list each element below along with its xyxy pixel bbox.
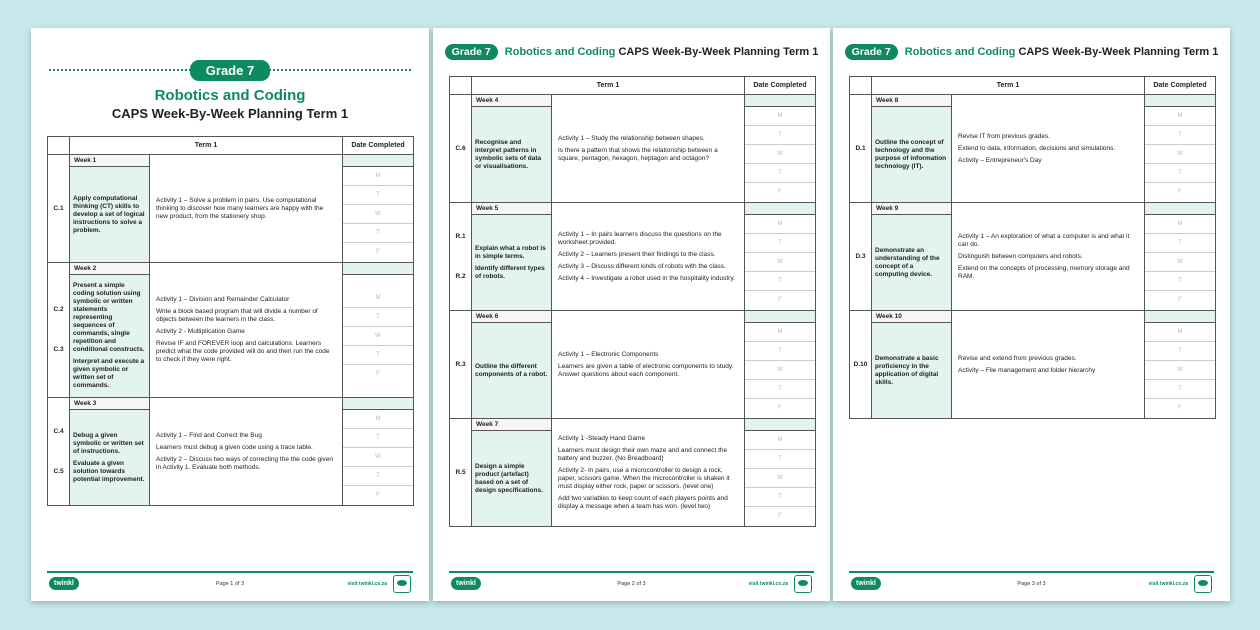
day-checkbox[interactable]: W xyxy=(1145,253,1215,272)
day-checkbox[interactable]: M xyxy=(343,167,413,186)
week-label: Week 10 xyxy=(872,311,952,323)
day-checkbox[interactable]: F xyxy=(778,297,782,303)
outcome-text: Interpret and execute a given symbolic or written set of commands. xyxy=(73,358,145,389)
quality-badge-icon xyxy=(393,575,411,593)
outcome-cell xyxy=(872,323,952,419)
subject-title: Robotics and Coding xyxy=(154,87,306,104)
week-header-row xyxy=(450,95,816,107)
page-number: Page 1 of 3 xyxy=(215,581,245,587)
outcome-code: R.5 xyxy=(450,419,472,527)
grade-badge: Grade 7 xyxy=(845,44,898,60)
day-checkbox[interactable]: F xyxy=(778,405,782,411)
day-checkbox[interactable]: T xyxy=(1145,272,1215,291)
activity-text: Activity – File management and folder hierarchy xyxy=(958,366,1096,374)
activity-text: Activity 1 -Steady Hand Game xyxy=(558,434,646,442)
activities-cell xyxy=(150,155,343,263)
outcome-text: Demonstrate an understanding of the concept of a computing device. xyxy=(875,246,940,278)
date-bar xyxy=(745,203,816,215)
day-checkbox[interactable]: M xyxy=(745,107,815,126)
activity-text: Activity – Entrepreneur's Day xyxy=(958,156,1042,164)
day-checkbox[interactable]: W xyxy=(343,327,413,346)
activity-text: Add two variables to keep count of each players points and display a message when a team has won. (level two) xyxy=(558,494,728,510)
outcome-text: Evaluate a given solution towards potential improvement. xyxy=(73,459,145,483)
day-checkbox[interactable]: T xyxy=(343,346,413,365)
day-checkbox[interactable]: T xyxy=(343,429,413,448)
activities-cell xyxy=(952,95,1145,203)
weeks-body xyxy=(450,95,816,527)
outcome-text: Explain what a robot is in simple terms. xyxy=(475,244,546,260)
outcome-code: C.4 C.5 xyxy=(48,398,70,506)
date-bar xyxy=(1145,95,1216,107)
day-checklist xyxy=(745,107,816,203)
planning-page-1 xyxy=(31,28,429,601)
day-checkbox[interactable]: T xyxy=(1145,234,1215,253)
outcome-cell xyxy=(472,431,552,527)
page-footer xyxy=(47,571,413,593)
week-label: Week 4 xyxy=(472,95,552,107)
activity-text: Activity 3 – Discuss different kinds of robots with the class. xyxy=(558,262,726,270)
outcome-cell xyxy=(70,275,150,398)
outcome-text: Outline the concept of technology and the purpose of information technology (IT). xyxy=(875,138,947,170)
day-checkbox[interactable]: M xyxy=(343,410,413,429)
activity-text: Activity 1 – Study the relationship between shapes. xyxy=(558,134,705,142)
day-checkbox[interactable]: F xyxy=(778,189,782,195)
day-checklist xyxy=(1145,107,1216,203)
outcome-text: Recognise and interpret patterns in symbolic sets of data or visualisations. xyxy=(475,138,542,170)
planning-table xyxy=(849,76,1216,419)
week-label: Week 8 xyxy=(872,95,952,107)
day-checklist xyxy=(343,275,414,398)
day-checkbox[interactable]: F xyxy=(376,492,380,498)
day-checkbox[interactable]: F xyxy=(376,370,380,377)
outcome-cell xyxy=(472,107,552,203)
twinkl-logo: twinkl xyxy=(49,577,79,590)
page-header xyxy=(833,44,1230,60)
day-checkbox[interactable]: W xyxy=(343,448,413,467)
activities-cell xyxy=(952,203,1145,311)
page-number: Page 2 of 3 xyxy=(617,581,646,587)
day-checklist xyxy=(1145,215,1216,311)
day-checkbox[interactable]: M xyxy=(1145,323,1215,342)
outcome-code: R.3 xyxy=(450,311,472,419)
day-checkbox[interactable]: F xyxy=(376,249,380,255)
day-checkbox[interactable]: M xyxy=(745,431,815,450)
day-checkbox[interactable]: M xyxy=(1145,215,1215,234)
outcome-text: Apply computational thinking (CT) skills to develop a set of logical instructions to solve a problem. xyxy=(73,194,145,234)
day-checkbox[interactable]: T xyxy=(1145,342,1215,361)
weeks-body xyxy=(850,95,1216,419)
outcome-cell xyxy=(472,215,552,311)
page-subtitle: CAPS Week-By-Week Planning Term 1 xyxy=(111,106,349,121)
activity-text: Activity 1 – Solve a problem in pairs. Use computational thinking to discover how many learners are happy with the new product, from the stationery shop. xyxy=(156,196,324,220)
activity-text: Extend to data, information, decisions and simulations. xyxy=(958,144,1116,152)
week-label: Week 2 xyxy=(70,263,150,275)
planning-table xyxy=(47,136,414,506)
activities-cell xyxy=(552,419,745,527)
day-checkbox[interactable]: F xyxy=(1178,189,1182,195)
day-checkbox[interactable]: T xyxy=(745,450,815,469)
outcome-code: R.1 R.2 xyxy=(450,203,472,311)
day-checkbox[interactable]: T xyxy=(343,467,413,486)
date-completed-header: Date Completed xyxy=(1145,77,1216,95)
activity-text: Learners must design their own maze and and connect the battery and buzzer. (No Breadboard) xyxy=(558,446,728,462)
subject-title: Robotics and Coding xyxy=(904,46,1016,58)
week-label: Week 7 xyxy=(472,419,552,431)
day-checkbox[interactable]: W xyxy=(745,145,815,164)
outcome-text: Design a simple product (artefact) based on a set of design specifications. xyxy=(475,462,543,494)
day-checkbox[interactable]: T xyxy=(343,186,413,205)
outcome-code: D.10 xyxy=(850,311,872,419)
grade-badge: Grade 7 xyxy=(445,44,498,60)
day-checkbox[interactable]: F xyxy=(1178,405,1182,411)
outcome-code: C.1 xyxy=(48,155,70,263)
activity-text: Activity 1 – Electronic Components xyxy=(558,350,659,358)
day-checkbox[interactable]: T xyxy=(745,342,815,361)
week-header-row xyxy=(850,311,1216,323)
activity-text: Activity 2 – Discuss two ways of correcting the the code given in Activity 1. Evaluate both methods. xyxy=(156,455,334,471)
day-checklist xyxy=(745,323,816,419)
activities-cell xyxy=(150,398,343,506)
activity-text: Activity 2- In pairs, use a microcontroller to design a rock, paper, scissors game. When the microcontroller is shaken it must display either rock, paper or scissors. (level one) xyxy=(558,466,730,490)
week-header-row xyxy=(450,203,816,215)
day-checkbox[interactable]: M xyxy=(343,289,413,308)
activity-text: Learners are given a table of electronic components to study. Answer questions about each component. xyxy=(558,362,734,378)
date-bar xyxy=(745,95,816,107)
activity-text: Distinguish between computers and robots. xyxy=(958,252,1083,260)
date-completed-header: Date Completed xyxy=(745,77,816,95)
date-bar xyxy=(745,311,816,323)
day-checkbox[interactable]: T xyxy=(1145,164,1215,183)
outcome-cell xyxy=(872,107,952,203)
week-label: Week 3 xyxy=(70,398,150,410)
day-checklist xyxy=(343,410,414,506)
quality-badge-icon xyxy=(1194,575,1212,593)
page-footer xyxy=(849,571,1214,593)
site-link[interactable]: visit twinkl.co.za xyxy=(1148,581,1188,587)
site-link[interactable]: visit twinkl.co.za xyxy=(748,581,788,587)
date-bar xyxy=(1145,203,1216,215)
week-header-row xyxy=(450,419,816,431)
day-checkbox[interactable]: T xyxy=(745,164,815,183)
day-checklist xyxy=(1145,323,1216,419)
date-completed-header: Date Completed xyxy=(343,137,414,155)
day-checkbox[interactable]: W xyxy=(343,205,413,224)
outcome-text: Demonstrate a basic proficiency in the application of digital skills. xyxy=(875,354,939,386)
outcome-cell xyxy=(70,167,150,263)
week-header-row xyxy=(48,155,414,167)
week-header-row xyxy=(850,95,1216,107)
term-header: Term 1 xyxy=(872,77,1145,95)
activity-text: Activity 2 – Learners present their findings to the class. xyxy=(558,250,716,258)
week-header-row xyxy=(48,263,414,275)
week-header-row xyxy=(450,311,816,323)
activity-text: Activity 2 - Multiplication Game xyxy=(156,328,245,335)
activity-text: Learners must debug a given code using a trace table. xyxy=(156,443,313,451)
day-checkbox[interactable]: T xyxy=(745,126,815,145)
day-checkbox[interactable]: W xyxy=(1145,145,1215,164)
activities-cell xyxy=(552,311,745,419)
day-checkbox[interactable]: W xyxy=(745,361,815,380)
activities-cell xyxy=(150,263,343,398)
outcome-code: C.2 C.3 xyxy=(48,263,70,398)
outcome-code: C.6 xyxy=(450,95,472,203)
activity-text: Revise IT from previous grades. xyxy=(958,132,1050,140)
week-label: Week 6 xyxy=(472,311,552,323)
term-header: Term 1 xyxy=(70,137,343,155)
date-bar xyxy=(343,263,414,275)
day-checkbox[interactable]: T xyxy=(745,272,815,291)
date-bar xyxy=(343,398,414,410)
activity-text: Write a block based program that will divide a number of objects between the learners in the class. xyxy=(156,308,318,323)
activity-text: Activity 1 – In pairs learners discuss the questions on the worksheet provided. xyxy=(558,230,722,246)
planning-page-2 xyxy=(433,28,830,601)
outcome-cell xyxy=(872,215,952,311)
planning-page-3 xyxy=(833,28,1230,601)
day-checkbox[interactable]: T xyxy=(745,380,815,399)
outcome-cell xyxy=(70,410,150,506)
page-subtitle: CAPS Week-By-Week Planning Term 1 xyxy=(618,46,819,58)
day-checkbox[interactable]: W xyxy=(745,469,815,488)
outcome-text: Identify different types of robots. xyxy=(475,264,545,280)
outcome-cell xyxy=(472,323,552,419)
activity-text: Activity 1 – Find and Correct the Bug xyxy=(156,431,262,439)
day-checkbox[interactable]: T xyxy=(745,488,815,507)
day-checkbox[interactable]: T xyxy=(343,224,413,243)
term-header: Term 1 xyxy=(472,77,745,95)
grade-badge: Grade 7 xyxy=(190,60,270,81)
activity-text: Activity 1 – An exploration of what a computer is and what it can do. xyxy=(958,232,1130,248)
week-header-row xyxy=(850,203,1216,215)
outcome-code: D.1 xyxy=(850,95,872,203)
weeks-body xyxy=(48,155,414,506)
twinkl-logo: twinkl xyxy=(851,577,881,590)
day-checkbox[interactable]: W xyxy=(745,253,815,272)
day-checkbox[interactable]: M xyxy=(1145,107,1215,126)
activities-cell xyxy=(952,311,1145,419)
day-checkbox[interactable]: T xyxy=(343,308,413,327)
day-checkbox[interactable]: F xyxy=(1178,297,1182,303)
day-checklist xyxy=(745,215,816,311)
page-header xyxy=(433,44,830,60)
day-checkbox[interactable]: M xyxy=(745,215,815,234)
page-footer xyxy=(449,571,814,593)
activities-cell xyxy=(552,203,745,311)
week-label: Week 9 xyxy=(872,203,952,215)
site-link[interactable]: visit twinkl.co.za xyxy=(347,581,387,587)
outcome-text: Debug a given symbolic or written set of instructions. xyxy=(73,431,144,455)
planning-table xyxy=(449,76,816,527)
activity-text: Revise and extend from previous grades. xyxy=(958,354,1077,362)
day-checkbox[interactable]: M xyxy=(745,323,815,342)
page-number: Page 3 of 3 xyxy=(1017,581,1046,587)
day-checklist xyxy=(745,431,816,527)
day-checkbox[interactable]: T xyxy=(1145,380,1215,399)
outcome-text: Outline the different components of a robot. xyxy=(475,362,548,378)
twinkl-logo: twinkl xyxy=(451,577,481,590)
day-checkbox[interactable]: T xyxy=(745,234,815,253)
quality-badge-icon xyxy=(794,575,812,593)
activity-text: Revise IF and FOREVER loop and calculations. Learners predict what the code provided will do and then run the code to check if they were right. xyxy=(156,340,330,363)
date-bar xyxy=(745,419,816,431)
activity-text: Activity 1 – Division and Remainder Calculator xyxy=(156,296,290,303)
week-label: Week 5 xyxy=(472,203,552,215)
activity-text: Is there a pattern that shows the relationship between a square, pentagon, hexagon, heptagon and octagon? xyxy=(558,146,718,162)
week-header-row xyxy=(48,398,414,410)
activity-text: Activity 4 – Investigate a robot used in the hospitality industry. xyxy=(558,274,735,282)
date-bar xyxy=(343,155,414,167)
outcome-code: D.3 xyxy=(850,203,872,311)
activity-text: Extend on the concepts of processing, memory storage and RAM. xyxy=(958,264,1130,280)
day-checkbox[interactable]: T xyxy=(1145,126,1215,145)
outcome-text: Present a simple coding solution using symbolic or written statements representing sequences of commands, single repetition and conditional constructs. xyxy=(73,282,145,353)
day-checklist xyxy=(343,167,414,263)
day-checkbox[interactable]: F xyxy=(778,513,782,519)
date-bar xyxy=(1145,311,1216,323)
day-checkbox[interactable]: W xyxy=(1145,361,1215,380)
activities-cell xyxy=(552,95,745,203)
page-subtitle: CAPS Week-By-Week Planning Term 1 xyxy=(1018,46,1219,58)
subject-title: Robotics and Coding xyxy=(504,46,616,58)
week-label: Week 1 xyxy=(70,155,150,167)
